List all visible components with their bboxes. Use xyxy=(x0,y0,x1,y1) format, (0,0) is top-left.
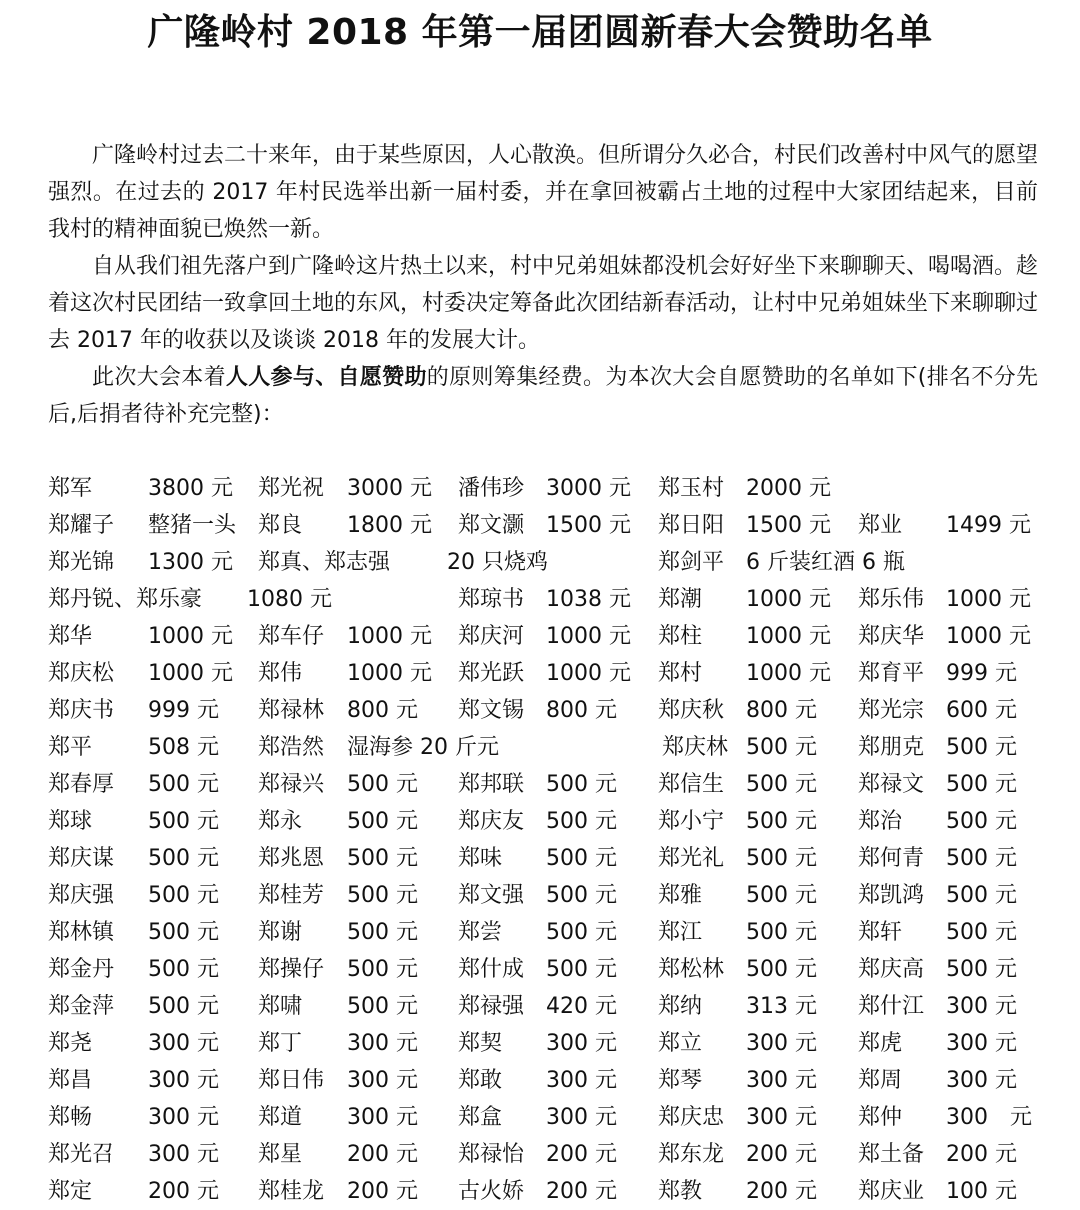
donation-amount: 1000 元 xyxy=(148,661,233,686)
donor-name: 郑球 xyxy=(48,809,93,834)
donor-name: 郑味 xyxy=(458,846,503,871)
donor-name: 郑庆谋 xyxy=(48,846,115,871)
donation-amount: 1000 元 xyxy=(546,661,631,686)
donation-amount: 500 元 xyxy=(347,957,418,982)
donor-row xyxy=(0,618,1080,655)
donation-amount: 300 元 xyxy=(546,1068,617,1093)
donation-amount: 300 元 xyxy=(148,1105,219,1130)
donor-name: 郑金萍 xyxy=(48,994,115,1019)
donation-amount: 1000 元 xyxy=(746,661,831,686)
donation-amount: 1000 元 xyxy=(746,587,831,612)
donation-amount: 500 元 xyxy=(946,735,1017,760)
donation-amount: 500 元 xyxy=(347,920,418,945)
donor-name: 郑桂芳 xyxy=(258,883,325,908)
donor-name: 郑业 xyxy=(858,513,903,538)
donation-amount: 1300 元 xyxy=(148,550,233,575)
donation-amount: 313 元 xyxy=(746,994,817,1019)
donor-name: 郑庆书 xyxy=(48,698,115,723)
donation-amount: 300 元 xyxy=(746,1031,817,1056)
donation-amount: 1000 元 xyxy=(347,624,432,649)
donor-row xyxy=(0,803,1080,840)
donor-name: 郑光宗 xyxy=(858,698,925,723)
donor-name: 郑柱 xyxy=(658,624,703,649)
donation-amount: 1499 元 xyxy=(946,513,1031,538)
donor-name: 郑光礼 xyxy=(658,846,725,871)
donation-amount: 1000 元 xyxy=(946,624,1031,649)
donation-amount: 500 元 xyxy=(148,920,219,945)
donor-row xyxy=(0,988,1080,1025)
donor-name: 郑桂龙 xyxy=(258,1179,325,1204)
donor-name: 郑禄文 xyxy=(858,772,925,797)
donor-name: 郑禄兴 xyxy=(258,772,325,797)
donor-name: 郑玉村 xyxy=(658,476,725,501)
donor-name: 郑定 xyxy=(48,1179,93,1204)
donor-name: 郑剑平 xyxy=(658,550,725,575)
donation-amount: 500 元 xyxy=(148,994,219,1019)
donor-row xyxy=(0,1136,1080,1173)
donation-amount: 200 元 xyxy=(347,1142,418,1167)
donor-name: 郑文锡 xyxy=(458,698,525,723)
donor-name: 郑江 xyxy=(658,920,703,945)
donor-name: 潘伟珍 xyxy=(458,476,525,501)
donor-row xyxy=(0,840,1080,877)
donor-row xyxy=(0,951,1080,988)
donation-amount: 200 元 xyxy=(148,1179,219,1204)
donor-name: 郑育平 xyxy=(858,661,925,686)
donor-row xyxy=(0,729,1080,766)
donor-name: 郑谢 xyxy=(258,920,303,945)
donor-row xyxy=(0,544,1080,581)
donor-name: 郑日阳 xyxy=(658,513,725,538)
donor-name: 郑林镇 xyxy=(48,920,115,945)
donation-amount: 500 元 xyxy=(946,957,1017,982)
donor-row xyxy=(0,470,1080,507)
donor-name: 郑良 xyxy=(258,513,303,538)
donor-name: 郑琼书 xyxy=(458,587,525,612)
donation-amount: 200 元 xyxy=(946,1142,1017,1167)
donor-name: 郑庆河 xyxy=(458,624,525,649)
donation-amount: 300 元 xyxy=(946,1031,1017,1056)
donor-name: 郑庆华 xyxy=(858,624,925,649)
donor-name: 郑光锦 xyxy=(48,550,115,575)
donor-name: 郑东龙 xyxy=(658,1142,725,1167)
donation-amount: 500 元 xyxy=(347,994,418,1019)
donation-amount: 500 元 xyxy=(746,735,817,760)
donor-row xyxy=(0,1099,1080,1136)
donor-name: 郑禄怡 xyxy=(458,1142,525,1167)
page-title: 广隆岭村 2018 年第一届团圆新春大会赞助名单 xyxy=(147,12,933,53)
donation-amount: 3000 元 xyxy=(546,476,631,501)
donation-amount: 300 元 xyxy=(946,1068,1017,1093)
donation-amount: 999 元 xyxy=(946,661,1017,686)
donation-amount: 500 元 xyxy=(946,772,1017,797)
donation-amount: 200 元 xyxy=(546,1179,617,1204)
intro-text xyxy=(48,137,1038,433)
donor-name: 郑浩然 xyxy=(258,735,325,760)
donation-amount: 300 元 xyxy=(347,1068,418,1093)
donor-name: 郑军 xyxy=(48,476,93,501)
donation-amount: 200 元 xyxy=(546,1142,617,1167)
paragraph-2: 自从我们祖先落户到广隆岭这片热土以来，村中兄弟姐妹都没机会好好坐下来聊聊天、喝喝酒。趁着这次村民团结一致拿回土地的东风，村委决定筹备此次团结新春活动，让村中兄弟姐妹坐下来聊聊过去 2017 年的收获以及谈谈 2018 年的发展大计。 xyxy=(48,254,1039,353)
donor-name: 郑什成 xyxy=(458,957,525,982)
donation-amount: 300 元 xyxy=(347,1031,418,1056)
donation-amount: 300 元 xyxy=(148,1068,219,1093)
donor-row xyxy=(0,1025,1080,1062)
donation-amount: 1038 元 xyxy=(546,587,631,612)
donation-amount: 500 元 xyxy=(946,920,1017,945)
donor-name: 郑琴 xyxy=(658,1068,703,1093)
donor-name: 郑庆业 xyxy=(858,1179,925,1204)
donation-amount: 300 元 xyxy=(546,1105,617,1130)
donation-amount: 300 元 xyxy=(946,994,1017,1019)
donation-amount: 100 元 xyxy=(946,1179,1017,1204)
donation-amount: 500 元 xyxy=(148,957,219,982)
donor-name: 郑盒 xyxy=(458,1105,503,1130)
donor-name: 郑庆松 xyxy=(48,661,115,686)
donor-name: 郑庆忠 xyxy=(658,1105,725,1130)
donor-name: 郑丹锐、郑乐豪 xyxy=(48,587,203,612)
donor-name: 郑契 xyxy=(458,1031,503,1056)
donation-amount: 508 元 xyxy=(148,735,219,760)
donation-amount: 300 元 xyxy=(946,1105,1032,1130)
donation-amount: 500 元 xyxy=(746,846,817,871)
donation-amount: 1000 元 xyxy=(946,587,1031,612)
donor-name: 郑邦联 xyxy=(458,772,525,797)
donation-amount: 420 元 xyxy=(546,994,617,1019)
donor-row xyxy=(0,914,1080,951)
donation-amount: 300 元 xyxy=(746,1068,817,1093)
donor-name: 郑轩 xyxy=(858,920,903,945)
donor-name: 郑禄林 xyxy=(258,698,325,723)
donor-name: 郑星 xyxy=(258,1142,303,1167)
donor-name: 郑光召 xyxy=(48,1142,115,1167)
donor-name: 郑立 xyxy=(658,1031,703,1056)
donor-name: 郑仲 xyxy=(858,1105,903,1130)
donor-name: 郑土备 xyxy=(858,1142,925,1167)
donor-name: 郑昌 xyxy=(48,1068,93,1093)
donor-name: 郑伟 xyxy=(258,661,303,686)
donation-amount: 1000 元 xyxy=(347,661,432,686)
donor-name: 郑小宁 xyxy=(658,809,725,834)
donation-amount: 6 斤装红酒 6 瓶 xyxy=(746,550,905,575)
donation-amount: 1000 元 xyxy=(746,624,831,649)
donation-amount: 500 元 xyxy=(546,809,617,834)
donor-name: 郑周 xyxy=(858,1068,903,1093)
donor-name: 郑畅 xyxy=(48,1105,93,1130)
donation-amount: 500 元 xyxy=(546,920,617,945)
donation-amount: 500 元 xyxy=(546,772,617,797)
donation-amount: 500 元 xyxy=(347,772,418,797)
donor-name: 郑兆恩 xyxy=(258,846,325,871)
donor-name: 郑凯鸿 xyxy=(858,883,925,908)
donation-amount: 3800 元 xyxy=(148,476,233,501)
donor-name: 郑耀子 xyxy=(48,513,115,538)
donor-name: 郑真、郑志强 xyxy=(258,550,391,575)
donor-name: 郑庆秋 xyxy=(658,698,725,723)
donor-row xyxy=(0,766,1080,803)
donor-list xyxy=(0,470,1080,1210)
donation-amount: 600 元 xyxy=(946,698,1017,723)
donation-amount: 500 元 xyxy=(946,846,1017,871)
donation-amount: 整猪一头 xyxy=(148,513,237,538)
donation-amount: 500 元 xyxy=(347,846,418,871)
donation-amount: 1800 元 xyxy=(347,513,432,538)
donation-amount: 500 元 xyxy=(746,920,817,945)
donation-amount: 1000 元 xyxy=(546,624,631,649)
donation-amount: 1080 元 xyxy=(247,587,332,612)
donation-amount: 500 元 xyxy=(746,883,817,908)
donation-amount: 500 元 xyxy=(946,883,1017,908)
donor-name: 郑信生 xyxy=(658,772,725,797)
donor-name: 郑华 xyxy=(48,624,93,649)
donation-amount: 1500 元 xyxy=(746,513,831,538)
donor-name: 郑永 xyxy=(258,809,303,834)
donor-name: 郑文灏 xyxy=(458,513,525,538)
donor-name: 郑禄强 xyxy=(458,994,525,1019)
donor-name: 古火娇 xyxy=(458,1179,525,1204)
donor-name: 郑纳 xyxy=(658,994,703,1019)
donor-name: 郑教 xyxy=(658,1179,703,1204)
donor-name: 郑治 xyxy=(858,809,903,834)
donor-name: 郑光祝 xyxy=(258,476,325,501)
donor-name: 郑村 xyxy=(658,661,703,686)
paragraph-3: 此次大会本着人人参与、自愿赞助的原则筹集经费。为本次大会自愿赞助的名单如下(排名不分先后,后捐者待补充完整)： xyxy=(48,365,1038,427)
donation-amount: 300 元 xyxy=(347,1105,418,1130)
donation-amount: 500 元 xyxy=(148,846,219,871)
donor-name: 郑尧 xyxy=(48,1031,93,1056)
donor-name: 郑庆林 xyxy=(662,735,729,760)
donation-amount: 300 元 xyxy=(148,1142,219,1167)
donation-amount: 湿海参 20 斤元 xyxy=(347,735,499,760)
paragraph-1: 广隆岭村过去二十来年，由于某些原因，人心散涣。但所谓分久必合，村民们改善村中风气的愿望强烈。在过去的 2017 年村民选举出新一届村委，并在拿回被霸占土地的过程中大家团结起来，目前我村的精神面貌已焕然一新。 xyxy=(48,143,1039,242)
donor-name: 郑松林 xyxy=(658,957,725,982)
donor-name: 郑操仔 xyxy=(258,957,325,982)
donation-amount: 1500 元 xyxy=(546,513,631,538)
donor-row xyxy=(0,1062,1080,1099)
donation-amount: 300 元 xyxy=(546,1031,617,1056)
donation-amount: 500 元 xyxy=(546,957,617,982)
donation-amount: 999 元 xyxy=(148,698,219,723)
donor-row xyxy=(0,655,1080,692)
donor-name: 郑文强 xyxy=(458,883,525,908)
donation-amount: 500 元 xyxy=(148,809,219,834)
donor-name: 郑何青 xyxy=(858,846,925,871)
donation-amount: 500 元 xyxy=(148,883,219,908)
donor-row xyxy=(0,581,1080,618)
donor-name: 郑春厚 xyxy=(48,772,115,797)
donor-name: 郑庆友 xyxy=(458,809,525,834)
donation-amount: 3000 元 xyxy=(347,476,432,501)
donor-row xyxy=(0,692,1080,729)
donation-amount: 800 元 xyxy=(546,698,617,723)
donor-name: 郑庆强 xyxy=(48,883,115,908)
donation-amount: 800 元 xyxy=(347,698,418,723)
donor-name: 郑什江 xyxy=(858,994,925,1019)
donor-name: 郑光跃 xyxy=(458,661,525,686)
donation-amount: 500 元 xyxy=(746,772,817,797)
donation-amount: 500 元 xyxy=(546,846,617,871)
donor-name: 郑尝 xyxy=(458,920,503,945)
donor-row xyxy=(0,877,1080,914)
donor-name: 郑虎 xyxy=(858,1031,903,1056)
donation-amount: 200 元 xyxy=(347,1179,418,1204)
donation-amount: 200 元 xyxy=(746,1142,817,1167)
donor-name: 郑啸 xyxy=(258,994,303,1019)
donor-name: 郑朋克 xyxy=(858,735,925,760)
donation-amount: 500 元 xyxy=(347,883,418,908)
donor-name: 郑雅 xyxy=(658,883,703,908)
donation-amount: 500 元 xyxy=(148,772,219,797)
donation-amount: 500 元 xyxy=(546,883,617,908)
donation-amount: 300 元 xyxy=(746,1105,817,1130)
donation-amount: 500 元 xyxy=(746,957,817,982)
donation-amount: 300 元 xyxy=(148,1031,219,1056)
donor-name: 郑乐伟 xyxy=(858,587,925,612)
donor-name: 郑丁 xyxy=(258,1031,303,1056)
donor-name: 郑日伟 xyxy=(258,1068,325,1093)
donation-amount: 500 元 xyxy=(946,809,1017,834)
donor-row xyxy=(0,507,1080,544)
donor-name: 郑敢 xyxy=(458,1068,503,1093)
donor-name: 郑道 xyxy=(258,1105,303,1130)
donation-amount: 800 元 xyxy=(746,698,817,723)
donor-row xyxy=(0,1173,1080,1210)
donation-amount: 200 元 xyxy=(746,1179,817,1204)
donation-amount: 20 只烧鸡 xyxy=(447,550,548,575)
donor-name: 郑庆高 xyxy=(858,957,925,982)
donor-name: 郑金丹 xyxy=(48,957,115,982)
donor-name: 郑潮 xyxy=(658,587,703,612)
donation-amount: 500 元 xyxy=(347,809,418,834)
donation-amount: 500 元 xyxy=(746,809,817,834)
donor-name: 郑车仔 xyxy=(258,624,325,649)
donation-amount: 1000 元 xyxy=(148,624,233,649)
donor-name: 郑平 xyxy=(48,735,93,760)
principle-emphasis: 人人参与、自愿赞助 xyxy=(225,365,427,390)
donation-amount: 2000 元 xyxy=(746,476,831,501)
